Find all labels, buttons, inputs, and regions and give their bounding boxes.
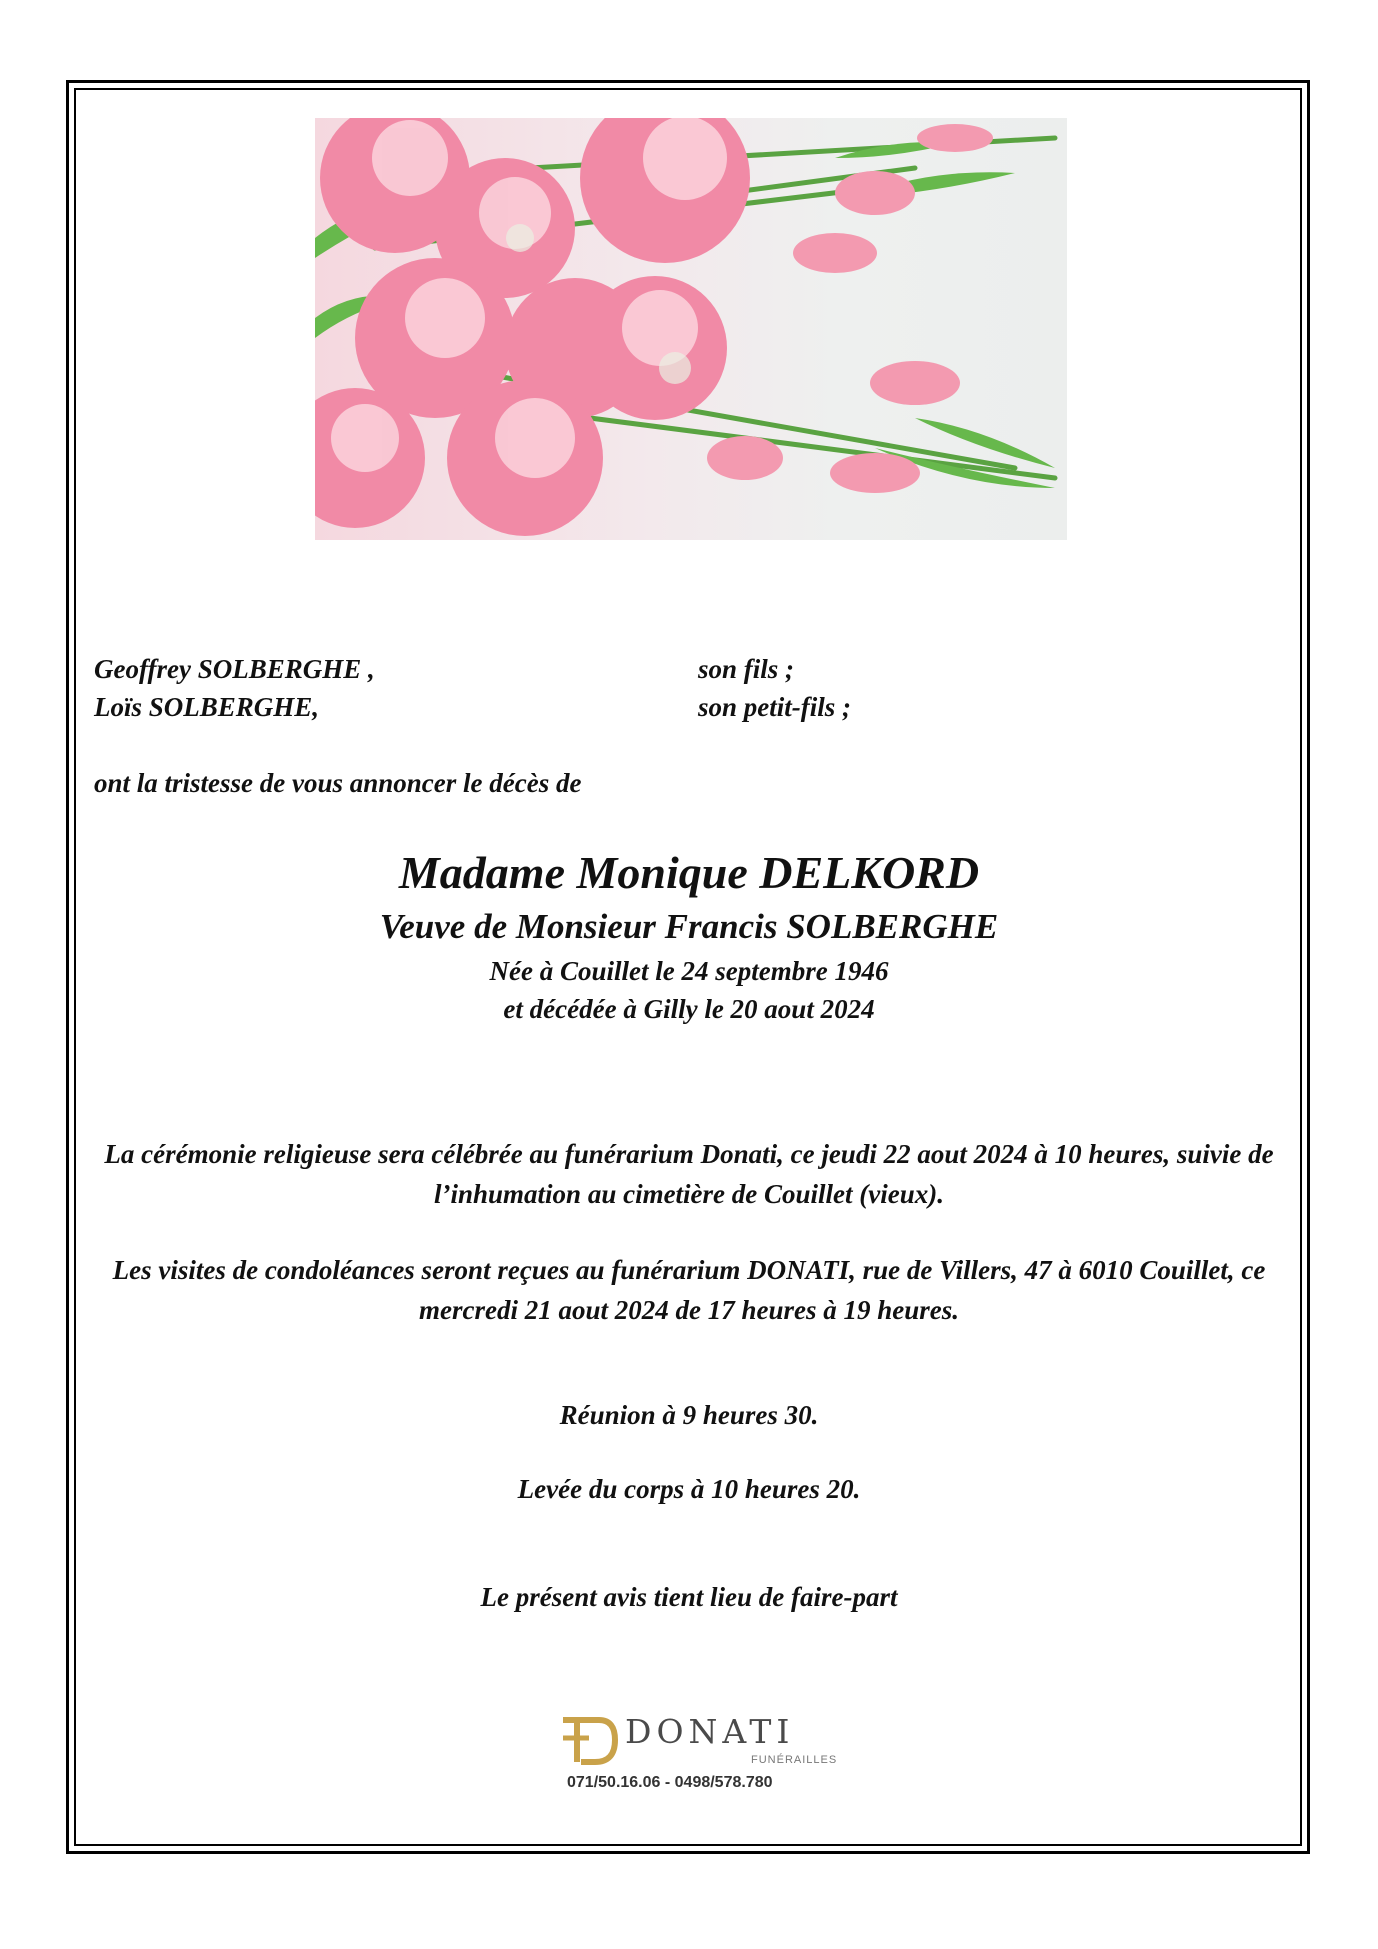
donati-logo (555, 1712, 838, 1802)
logo-name: DONATI (625, 1712, 795, 1751)
death-line: et décédée à Gilly le 20 aout 2024 (503, 994, 875, 1024)
family-name-1: Geoffrey SOLBERGHE , (94, 654, 375, 684)
family-relation-2: son petit-fils ; (698, 692, 851, 722)
notice-line: Le présent avis tient lieu de faire-part (480, 1582, 898, 1612)
birth-line: Née à Couillet le 24 septembre 1946 (489, 956, 889, 986)
reunion-line: Réunion à 9 heures 30. (559, 1400, 819, 1430)
flowers-photo (315, 118, 1067, 540)
visits-paragraph: Les visites de condoléances seront reçues au funérarium DONATI, rue de Villers, 47 à 6010 Couillet, ce mercredi 21 aout 2024 de 17 heures à 19 heures. (112, 1255, 1266, 1325)
family-relation-1: son fils ; (698, 654, 795, 684)
levee-line: Levée du corps à 10 heures 20. (517, 1474, 861, 1504)
announcement-intro: ont la tristesse de vous annoncer le décès de (94, 768, 582, 798)
logo-phones: 071/50.16.06 - 0498/578.780 (567, 1774, 773, 1791)
ceremony-paragraph: La cérémonie religieuse sera célébrée au funérarium Donati, ce jeudi 22 aout 2024 à 10 heures, suivie de l’inhumation au cimetière de Couillet (vieux). (104, 1139, 1274, 1209)
logo-subtitle: FUNÉRAILLES (751, 1754, 838, 1766)
family-name-2: Loïs SOLBERGHE, (94, 692, 320, 722)
deceased-name: Madame Monique DELKORD (398, 847, 980, 898)
donati-monogram-icon (559, 1712, 619, 1768)
deceased-spouse: Veuve de Monsieur Francis SOLBERGHE (379, 907, 999, 946)
